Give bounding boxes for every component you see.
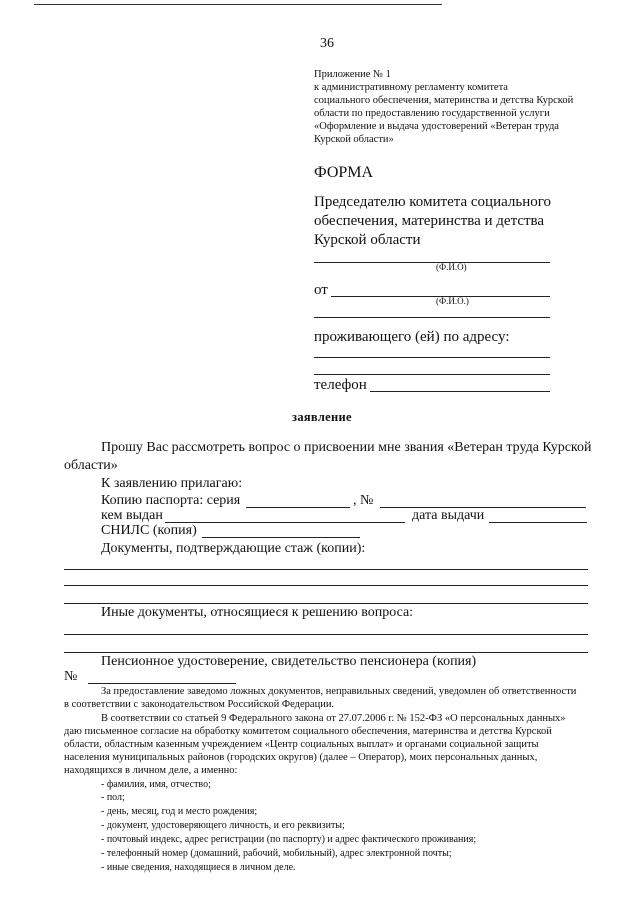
list-item: - телефонный номер (домашний, рабочий, мобильный), адрес электронной почты; — [101, 848, 452, 859]
appendix-line: к административному регламенту комитета — [314, 82, 508, 93]
liability-line: За предоставление заведомо ложных документов, неправильных сведений, уведомлен об ответственности — [101, 686, 577, 697]
phone-line — [370, 391, 550, 392]
experience-line-1 — [64, 569, 588, 570]
experience-line-2 — [64, 585, 588, 586]
addressee-line: Курской области — [314, 232, 421, 248]
liability-line: в соответствии с законодательством Российской Федерации. — [64, 699, 335, 710]
issue-date-line — [489, 522, 587, 523]
list-item: - день, месяц, год и место рождения; — [101, 806, 258, 817]
top-rule — [34, 4, 442, 5]
residing-label: проживающего (ей) по адресу: — [314, 329, 510, 345]
fio-caption-2: (Ф.И.О.) — [436, 296, 469, 306]
fio-line-1 — [314, 262, 550, 263]
from-line-2 — [314, 317, 550, 318]
other-docs-line-2 — [64, 652, 588, 653]
experience-docs-label: Документы, подтверждающие стаж (копии): — [101, 541, 366, 556]
issued-by-label: кем выдан — [101, 508, 163, 523]
statement-title: заявление — [292, 410, 352, 424]
appendix-line: области по предоставлению государственной услуги — [314, 108, 550, 119]
passport-label: Копию паспорта: серия — [101, 493, 241, 508]
list-item: - документ, удостоверяющего личность, и его реквизиты; — [101, 820, 345, 831]
from-label: от — [314, 282, 328, 298]
issue-date-label: дата выдачи — [412, 508, 485, 523]
consent-line: даю письменное согласие на обработку комитетом социального обеспечения, материнства и детства Курской — [64, 726, 552, 737]
pension-label: Пенсионное удостоверение, свидетельство пенсионера (копия) — [101, 654, 477, 669]
snils-line — [202, 537, 360, 538]
experience-line-3 — [64, 603, 588, 604]
consent-line: населения муниципальных районов (городских округов) (далее – Оператор), моих персональных данных, — [64, 752, 538, 763]
consent-line: находящихся в личном деле, а именно: — [64, 765, 238, 776]
request-line: Прошу Вас рассмотреть вопрос о присвоении мне звания «Ветеран труда Курской — [101, 440, 592, 455]
issued-by-line — [165, 522, 405, 523]
appendix-line: Курской области» — [314, 134, 394, 145]
list-item: - иные сведения, находящиеся в личном деле. — [101, 862, 296, 873]
passport-number-label: , № — [353, 493, 374, 508]
appendix-line: социального обеспечения, материнства и детства Курской — [314, 95, 574, 106]
consent-line: области, областным казенным учреждением «Центр социальных выплат» и органами социальной защиты — [64, 739, 539, 750]
other-docs-line-1 — [64, 634, 588, 635]
passport-series-line — [246, 507, 350, 508]
fio-caption-1: (Ф.И.О) — [436, 262, 467, 272]
list-item: - пол; — [101, 792, 125, 803]
phone-label: телефон — [314, 377, 367, 393]
page-number: 36 — [320, 36, 334, 51]
other-docs-label: Иные документы, относящиеся к решению вопроса: — [101, 605, 414, 620]
consent-line: В соответствии со статьей 9 Федерального закона от 27.07.2006 г. № 152-ФЗ «О персональных данных» — [101, 713, 566, 724]
address-line-2 — [314, 374, 550, 375]
list-item: - почтовый индекс, адрес регистрации (по паспорту) и адрес фактического проживания; — [101, 834, 477, 845]
snils-label: СНИЛС (копия) — [101, 523, 197, 538]
appendix-line: «Оформление и выдача удостоверений «Ветеран труда — [314, 121, 559, 132]
request-line: области» — [64, 458, 118, 473]
address-line-1 — [314, 357, 550, 358]
pension-number-line — [88, 683, 236, 684]
appendix-line: Приложение № 1 — [314, 69, 391, 80]
addressee-line: Председателю комитета социального — [314, 194, 552, 210]
list-item: - фамилия, имя, отчество; — [101, 779, 211, 790]
attachments-intro: К заявлению прилагаю: — [101, 476, 243, 491]
form-title: ФОРМА — [314, 164, 374, 181]
pension-number-label: № — [64, 669, 78, 684]
addressee-line: обеспечения, материнства и детства — [314, 213, 545, 229]
